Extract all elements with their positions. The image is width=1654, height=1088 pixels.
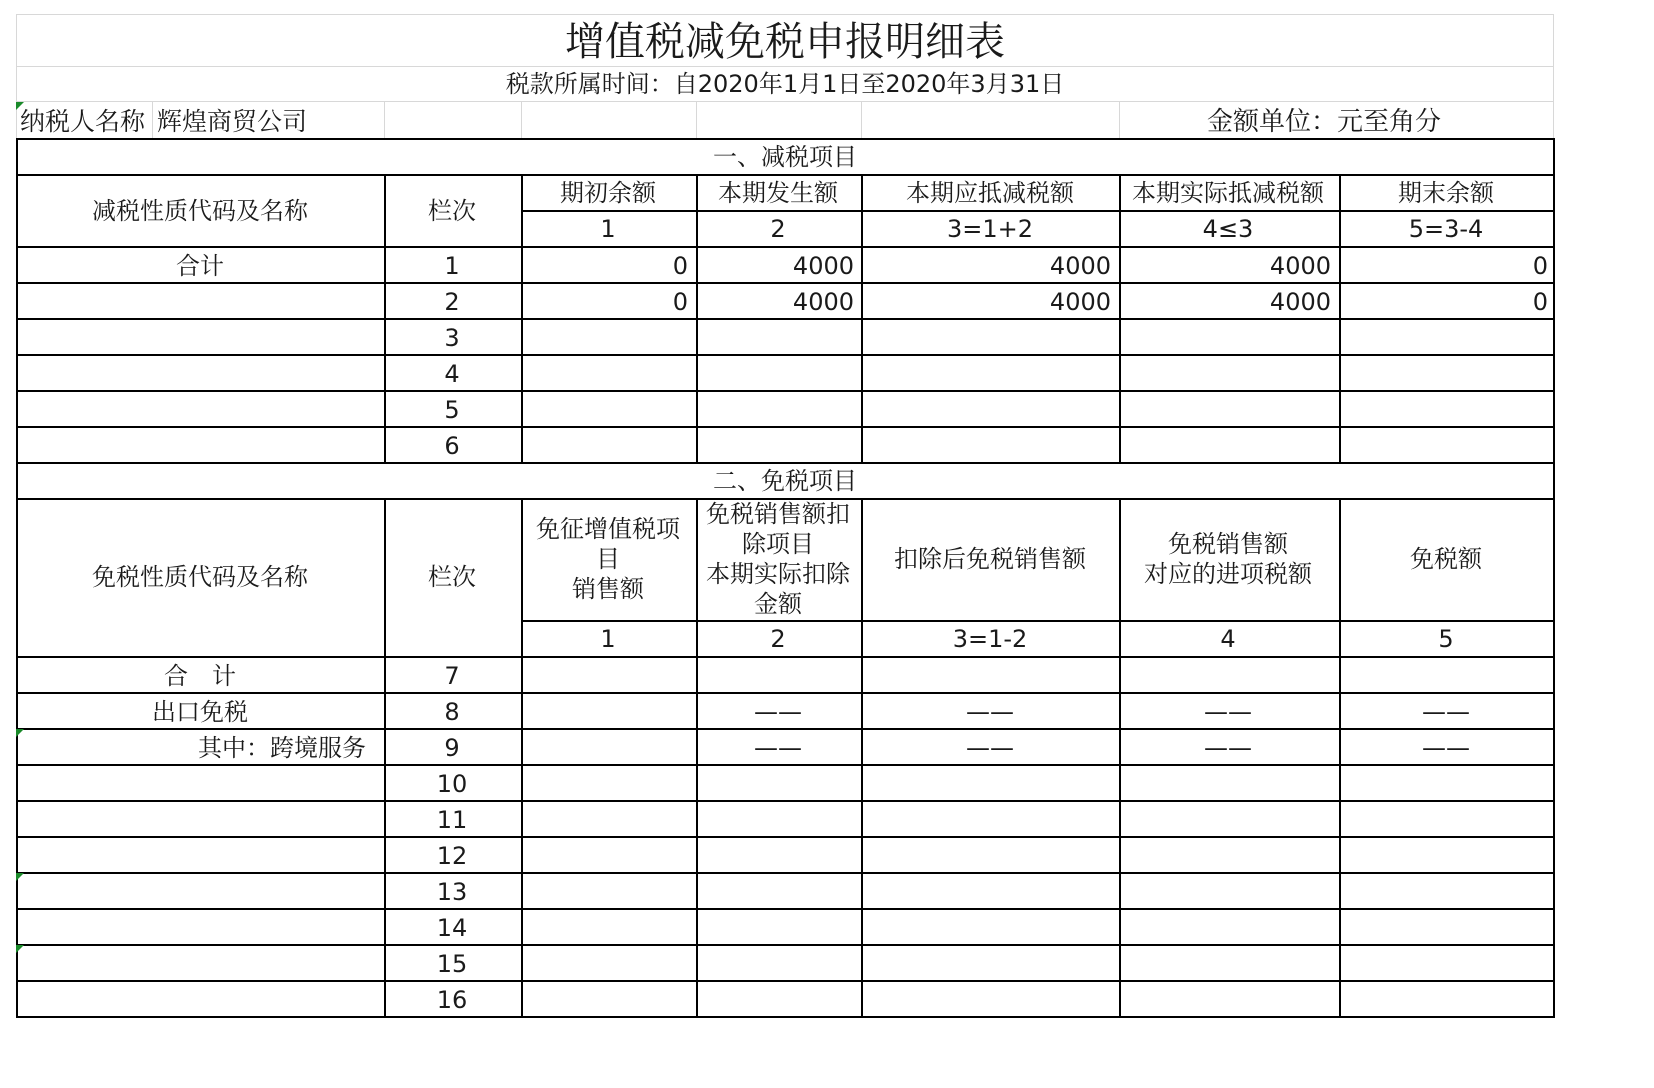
section-2-cell: —— — [966, 698, 1014, 726]
section-1-row-number: 5 — [444, 396, 460, 424]
section-2-name-header: 免税性质代码及名称 — [92, 563, 308, 591]
section-2-header-2-line: 本期实际扣除 — [706, 560, 850, 588]
section-2-row-number: 10 — [436, 770, 468, 798]
section-1-row-number: 2 — [444, 288, 460, 316]
section-1-header-4: 本期实际抵减税额 — [1132, 179, 1324, 207]
section-1-cell: 4000 — [792, 252, 854, 280]
section-1-cell: 0 — [1532, 288, 1548, 316]
section-2-header-1-line: 目 — [596, 545, 620, 573]
section-2-header-2-line: 金额 — [754, 590, 802, 618]
section-1-header-3: 本期应抵减税额 — [906, 179, 1074, 207]
section-1-cell: 4000 — [792, 288, 854, 316]
section-2-formula-3: 3=1-2 — [952, 625, 1028, 653]
section-2-formula-2: 2 — [770, 625, 786, 653]
comment-indicator-icon[interactable] — [16, 729, 24, 737]
section-1-row-number: 3 — [444, 324, 460, 352]
section-2-header-2-line: 除项目 — [742, 530, 814, 558]
section-2-row-number: 9 — [444, 734, 460, 762]
section-2-row-number: 16 — [436, 986, 468, 1014]
section-2-row-number: 11 — [436, 806, 468, 834]
section-2-header-1-line: 免征增值税项 — [536, 515, 680, 543]
section-1-name-header: 减税性质代码及名称 — [92, 197, 308, 225]
section-2-col-header: 栏次 — [428, 563, 476, 591]
section-1-col-header: 栏次 — [428, 197, 476, 225]
section-1-title: 一、减税项目 — [713, 143, 857, 171]
comment-indicator-icon[interactable] — [16, 945, 24, 953]
section-1-formula-4: 4≤3 — [1202, 215, 1254, 243]
section-2-cell: —— — [1422, 698, 1470, 726]
section-2-header-3-line: 扣除后免税销售额 — [894, 545, 1086, 573]
section-1-row-name: 合计 — [176, 252, 224, 280]
section-2-header-4-line: 免税销售额 — [1168, 530, 1288, 558]
section-2-header-5-line: 免税额 — [1410, 545, 1482, 573]
section-2-formula-1: 1 — [600, 625, 616, 653]
section-1-header-1: 期初余额 — [560, 179, 656, 207]
taxpayer-name: 辉煌商贸公司 — [157, 107, 308, 136]
section-2-cell: —— — [966, 734, 1014, 762]
section-2-cell: —— — [754, 734, 802, 762]
section-1-row-number: 6 — [444, 432, 460, 460]
section-2-row-number: 14 — [436, 914, 468, 942]
section-2-header-4-line: 对应的进项税额 — [1144, 560, 1312, 588]
section-2-title: 二、免税项目 — [713, 467, 857, 495]
section-2-row-number: 13 — [436, 878, 468, 906]
section-1-header-2: 本期发生额 — [718, 179, 838, 207]
section-2-cell: —— — [754, 698, 802, 726]
section-1-row-number: 4 — [444, 360, 460, 388]
section-2-formula-4: 4 — [1220, 625, 1236, 653]
section-1-cell: 0 — [1532, 252, 1548, 280]
section-2-cell: —— — [1204, 698, 1252, 726]
section-2-row-number: 8 — [444, 698, 460, 726]
section-1-row-number: 1 — [444, 252, 460, 280]
section-2-row-name: 出口免税 — [152, 698, 248, 726]
taxpayer-label: 纳税人名称 — [20, 107, 146, 136]
section-1-cell: 0 — [672, 288, 688, 316]
section-1-formula-3: 3=1+2 — [946, 215, 1034, 243]
section-2-row-number: 12 — [436, 842, 468, 870]
section-1-cell: 0 — [672, 252, 688, 280]
page-title: 增值税减免税申报明细表 — [565, 19, 1005, 65]
section-2-header-1-line: 销售额 — [572, 575, 644, 603]
section-1-cell: 4000 — [1269, 252, 1331, 280]
section-2-row-name: 合 计 — [164, 662, 236, 690]
section-2-row-number: 15 — [436, 950, 468, 978]
section-1-cell: 4000 — [1049, 252, 1111, 280]
section-1-formula-1: 1 — [600, 215, 616, 243]
section-1-formula-2: 2 — [770, 215, 786, 243]
section-1-cell: 4000 — [1049, 288, 1111, 316]
section-1-cell: 4000 — [1269, 288, 1331, 316]
section-2-header-2-line: 免税销售额扣 — [706, 500, 850, 528]
section-2-row-name: 其中：跨境服务 — [198, 734, 366, 762]
comment-indicator-icon[interactable] — [16, 102, 24, 110]
section-2-cell: —— — [1204, 734, 1252, 762]
section-1-header-5: 期末余额 — [1398, 179, 1494, 207]
tax-period: 税款所属时间：自2020年1月1日至2020年3月31日 — [505, 70, 1065, 98]
section-2-row-number: 7 — [444, 662, 460, 690]
amount-unit: 金额单位：元至角分 — [1207, 107, 1442, 137]
comment-indicator-icon[interactable] — [16, 873, 24, 881]
section-1-formula-5: 5=3-4 — [1408, 215, 1484, 243]
section-2-formula-5: 5 — [1438, 625, 1454, 653]
section-2-cell: —— — [1422, 734, 1470, 762]
